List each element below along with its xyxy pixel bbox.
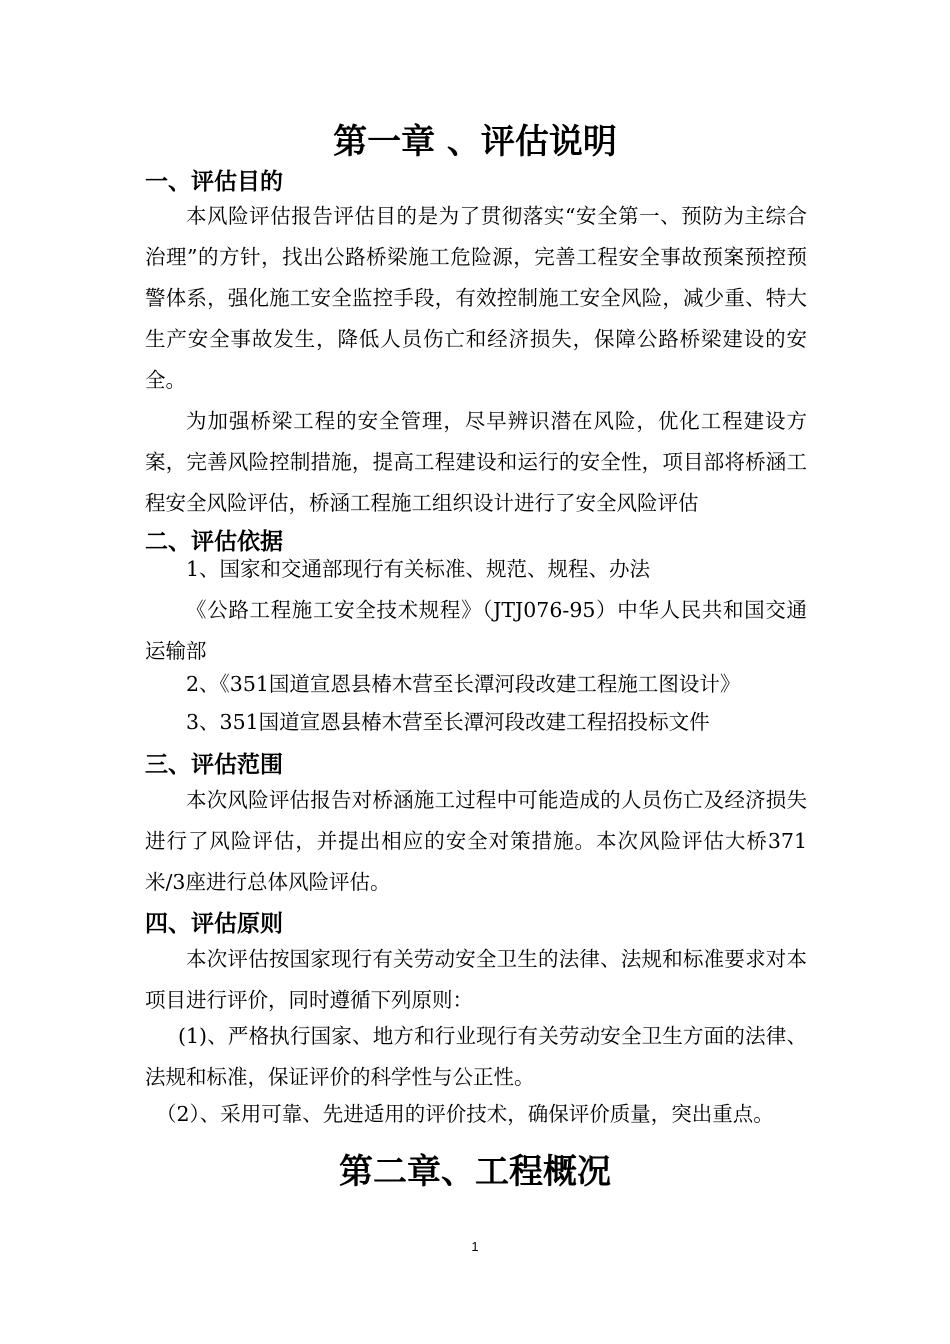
section-4-paragraph: 本次评估按国家现行有关劳动安全卫生的法律、法规和标准要求对本项目进行评价，同时遵循下列原则： <box>145 947 807 1012</box>
section-1-paragraph-2: 为加强桥梁工程的安全管理，尽早辨识潜在风险，优化工程建设方案，完善风险控制措施，提高工程建设和运行的安全性，项目部将桥涵工程安全风险评估，桥涵工程施工组织设计进行了安全风险评估 <box>145 409 807 515</box>
section-3-paragraph: 本次风险评估报告对桥涵施工过程中可能造成的人员伤亡及经济损失进行了风险评估，并提出相应的安全对策措施。本次风险评估大桥371米/3座进行总体风险评估。 <box>145 788 807 894</box>
section-2-heading: 二、评估依据 <box>145 529 283 555</box>
principle-1: (1)、严格执行国家、地方和行业现行有关劳动安全卫生方面的法律、法规和标准，保证评价的科学性与公正性。 <box>145 1024 807 1089</box>
chapter-2-title: 第二章、工程概况 <box>339 1152 611 1192</box>
basis-item-1: 1、国家和交通部现行有关标准、规范、规程、办法 <box>186 557 651 581</box>
basis-item-4: 3、351国道宣恩县椿木营至长潭河段改建工程招投标文件 <box>186 710 710 734</box>
section-1-heading: 一、评估目的 <box>145 169 283 195</box>
section-1-paragraph-1: 本风险评估报告评估目的是为了贯彻落实“安全第一、预防为主综合治理”的方针，找出公路桥梁施工危险源，完善工程安全事故预案预控预警体系，强化施工安全监控手段，有效控制施工安全风险，减少重、特大生产安全事故发生，降低人员伤亡和经济损失，保障公路桥梁建设的安全。 <box>145 204 807 392</box>
section-3-heading: 三、评估范围 <box>145 752 283 778</box>
principle-2: （2）、采用可靠、先进适用的评价技术，确保评价质量，突出重点。 <box>156 1102 774 1126</box>
page-number: 1 <box>471 1239 479 1254</box>
basis-item-3: 2、《351国道宣恩县椿木营至长潭河段改建工程施工图设计》 <box>186 672 741 696</box>
section-4-heading: 四、评估原则 <box>145 911 283 937</box>
chapter-1-title: 第一章 、评估说明 <box>333 122 617 162</box>
basis-item-2: 《公路工程施工安全技术规程》（JTJ076-95）中华人民共和国交通运输部 <box>145 598 807 663</box>
